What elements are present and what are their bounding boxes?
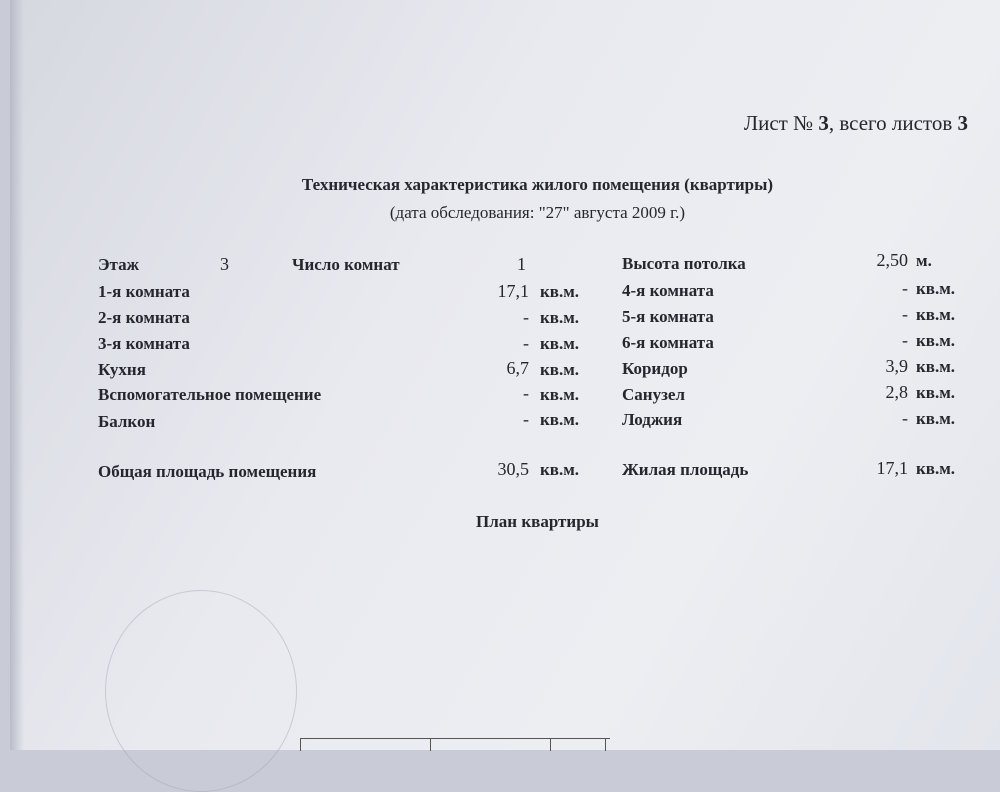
- left-row-label: Балкон: [98, 412, 156, 431]
- left-row-unit: кв.м.: [540, 385, 580, 404]
- right-row-unit: кв.м.: [916, 279, 956, 298]
- right-row-label: 6-я комната: [622, 333, 714, 352]
- plan-wall-line: [430, 739, 431, 751]
- left-row-label: Кухня: [98, 360, 146, 379]
- ceiling-value: 2,50: [876, 250, 908, 270]
- living-area-unit: кв.м.: [916, 459, 956, 478]
- total-area-label: Общая площадь помещения: [98, 462, 317, 481]
- page-edge-shadow: [10, 0, 24, 750]
- left-row-unit: кв.м.: [540, 334, 580, 353]
- left-row-label: Вспомогательное помещение: [98, 385, 322, 404]
- total-area-unit: кв.м.: [540, 460, 580, 479]
- plan-wall-line: [605, 739, 606, 751]
- sheet-middle: , всего листов: [828, 111, 958, 135]
- left-row-value: 17,1: [497, 281, 529, 301]
- left-row-unit: кв.м.: [540, 308, 580, 327]
- right-row-value: -: [902, 408, 908, 428]
- right-row-unit: кв.м.: [916, 305, 956, 324]
- right-row-unit: кв.м.: [916, 409, 956, 428]
- right-row-value: -: [902, 330, 908, 350]
- left-row-value: -: [523, 409, 529, 429]
- ceiling-label: Высота потолка: [622, 254, 746, 273]
- left-row-value: 6,7: [506, 358, 529, 378]
- living-area-label: Жилая площадь: [622, 460, 749, 479]
- right-row-value: 3,9: [885, 356, 908, 376]
- sheet-number: [744, 111, 968, 136]
- living-area-value: 17,1: [876, 458, 908, 478]
- left-row-unit: кв.м.: [540, 360, 580, 379]
- floor-label: Этаж: [98, 255, 139, 274]
- floor-plan-outline: [300, 738, 610, 751]
- sheet-current: 3: [818, 111, 829, 135]
- sheet-prefix: Лист №: [743, 111, 819, 135]
- right-row-value: -: [902, 278, 908, 298]
- ceiling-unit: м.: [916, 251, 932, 270]
- left-row-label: 1-я комната: [98, 282, 190, 301]
- left-row-label: 2-я комната: [98, 308, 190, 327]
- right-row-label: Лоджия: [622, 410, 683, 429]
- right-row-label: 5-я комната: [622, 307, 714, 326]
- left-row-unit: кв.м.: [540, 282, 580, 301]
- total-area-value: 30,5: [497, 459, 529, 479]
- left-row-unit: кв.м.: [540, 410, 580, 429]
- document-title: Техническая характеристика жилого помещения (квартиры): [301, 175, 774, 194]
- left-row-label: 3-я комната: [98, 334, 190, 353]
- right-row-label: Коридор: [622, 359, 688, 378]
- right-row-unit: кв.м.: [916, 357, 956, 376]
- right-row-label: Санузел: [622, 385, 685, 404]
- right-row-value: 2,8: [885, 382, 908, 402]
- faint-stamp-outline: [105, 590, 297, 792]
- inspection-date: (дата обследования: "27" августа 2009 г.): [389, 203, 686, 222]
- floor-value: 3: [220, 254, 229, 274]
- right-row-unit: кв.м.: [916, 331, 956, 350]
- rooms-label: Число комнат: [292, 255, 400, 274]
- plan-wall-line: [550, 739, 551, 751]
- left-row-value: -: [523, 383, 529, 403]
- plan-title: План квартиры: [476, 512, 599, 531]
- plan-wall-line: [300, 739, 301, 751]
- rooms-value: 1: [517, 254, 526, 274]
- left-row-value: -: [523, 333, 529, 353]
- right-row-label: 4-я комната: [622, 281, 714, 300]
- left-row-value: -: [523, 307, 529, 327]
- sheet-total: 3: [957, 111, 968, 135]
- right-row-value: -: [902, 304, 908, 324]
- right-row-unit: кв.м.: [916, 383, 956, 402]
